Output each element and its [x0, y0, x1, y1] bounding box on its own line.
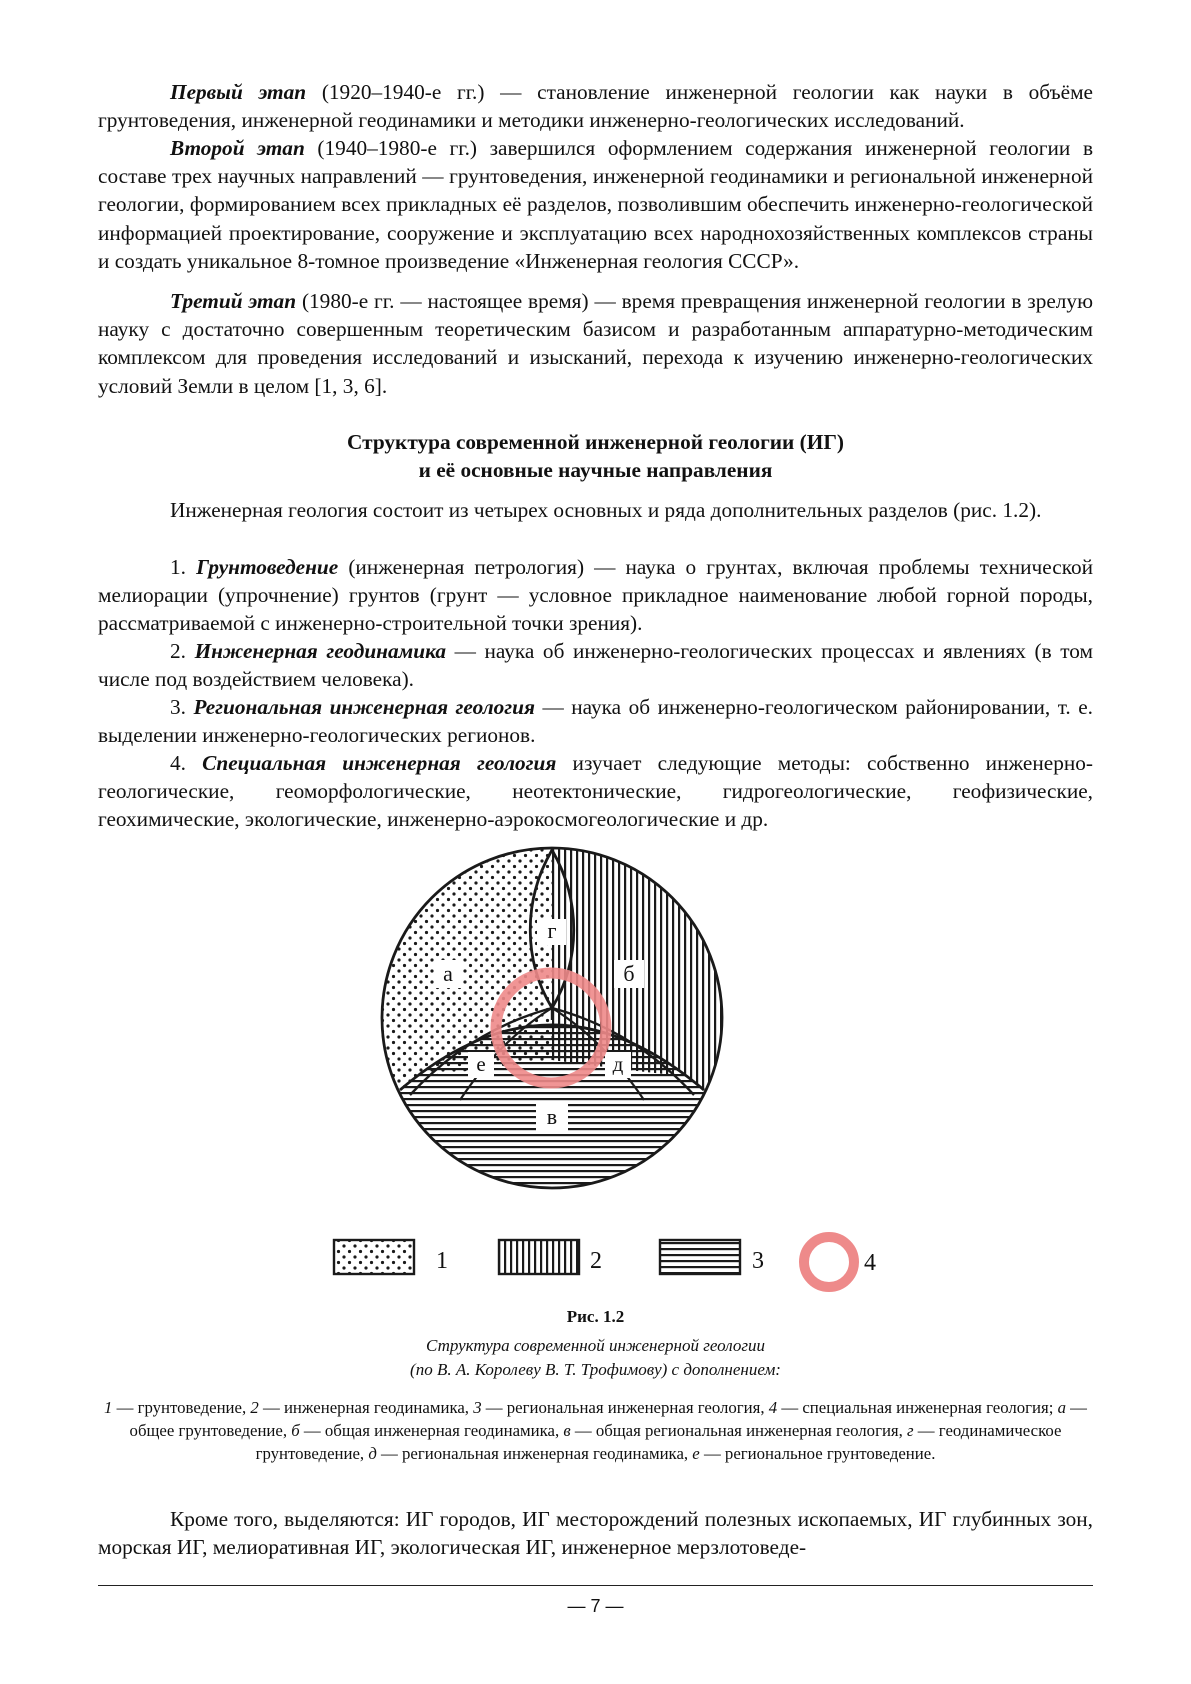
caption-text-1: — грунтоведение, — [112, 1398, 251, 1417]
caption-text-2: — инженерная геодинамика, — [258, 1398, 474, 1417]
legend-swatch-1 — [334, 1240, 414, 1274]
item-2-text: — наука об инженерно-геологических процессах и явлениях (в том числе под воздействием человека). — [98, 639, 1093, 692]
caption-key-3: 3 — [473, 1398, 482, 1417]
region-v-label: в — [546, 1104, 558, 1129]
diagram-regions — [380, 840, 730, 1205]
intro-paragraph: Инженерная геология состоит из четырех основных и ряда дополнительных разделов (рис. 1.2). — [170, 498, 1042, 522]
caption-legend — [98, 1396, 1093, 1465]
section-heading-line-1: Структура современной инженерной геологии (ИГ) — [347, 430, 844, 454]
region-d-label: д — [612, 1052, 624, 1076]
footer-rule — [98, 1585, 1093, 1586]
legend-swatch-4 — [804, 1237, 854, 1287]
figure-caption — [98, 1306, 1093, 1465]
term-stage-3: Третий этап — [170, 289, 297, 313]
final-paragraph: Кроме того, выделяются: ИГ городов, ИГ месторождений полезных ископаемых, ИГ глубинных зон, морская ИГ, мелиоративная ИГ, экологическая ИГ, инженерное мерзлотоведе- — [98, 1507, 1093, 1560]
caption-text-a: — общее грунтоведение, — [129, 1398, 1087, 1440]
item-1-text: (инженерная петрология) — наука о грунтах, включая проблемы технической мелиорации (упрочнение) грунтов (грунт — условное прикладное наименование любой горной породы, рассматриваемой с инженерно-строительной точки зрения). — [98, 555, 1093, 636]
item-3-text: — наука об инженерно-геологическом районировании, т. е. выделении инженерно-геологических регионов. — [98, 695, 1093, 748]
term-stage-1: Первый этап — [170, 80, 307, 104]
legend-label-4: 4 — [864, 1250, 876, 1276]
item-2-term: Инженерная геодинамика — [194, 639, 446, 663]
item-3-term: Региональная инженерная геология — [193, 695, 535, 719]
caption-key-v: в — [563, 1421, 571, 1440]
region-g-label: г — [547, 918, 557, 943]
figure-legend — [334, 1237, 876, 1287]
caption-key-4: 4 — [768, 1398, 778, 1417]
page-number: — 7 — — [567, 1596, 624, 1616]
caption-text-3: — региональная инженерная геология, — [481, 1398, 769, 1417]
caption-key-g: г — [907, 1421, 914, 1440]
caption-text-g: — геодинамическое грунтоведение, — [255, 1421, 1062, 1463]
legend-swatch-3 — [660, 1240, 740, 1274]
item-4-text: изучает следующие методы: собственно инженерно-геологические, геоморфологические, неотектонические, гидрогеологические, геофизические, геохимические, экологические, инженерно-аэрокосмогеологические и др. — [98, 751, 1093, 832]
text-stage-3: (1980-е гг. — настоящее время) — время превращения инженерной геологии в зрелую науку с достаточно совершенным теоретическим базисом и разработанным аппаратурно-методическим комплексом для проведения исследований и изысканий, перехода к изучению инженерно-геологических условий Земли в целом [1, 3, 6]. — [98, 289, 1093, 398]
caption-key-b: б — [291, 1421, 300, 1440]
legend-label-2: 2 — [590, 1248, 602, 1274]
region-b-label: б — [623, 961, 635, 986]
caption-key-e: е — [692, 1444, 700, 1463]
item-2-number: 2. — [170, 639, 195, 663]
caption-subtitle-1: Структура современной инженерной геологии — [426, 1336, 765, 1355]
item-4-number: 4. — [170, 751, 203, 775]
caption-key-1: 1 — [104, 1398, 113, 1417]
legend-label-1: 1 — [436, 1248, 448, 1274]
legend-swatch-2 — [499, 1240, 579, 1274]
region-a-label: а — [443, 961, 453, 986]
caption-text-d: — региональная инженерная геодинамика, — [376, 1444, 693, 1463]
section-heading-line-2: и её основные научные направления — [418, 458, 773, 483]
caption-title: Рис. 1.2 — [566, 1307, 625, 1326]
region-e-label: е — [476, 1052, 486, 1076]
caption-text-e: — региональное грунтоведение. — [699, 1444, 936, 1463]
text-stage-1: (1920–1940-е гг.) — становление инженерной геологии как науки в объёме грунтоведения, инженерной геодинамики и методики инженерно-геологических исследований. — [98, 80, 1093, 133]
caption-key-2: 2 — [250, 1398, 259, 1417]
caption-text-4: — специальная инженерная геология; — [777, 1398, 1058, 1417]
term-stage-2: Второй этап — [170, 136, 305, 160]
caption-text-v: — общая региональная инженерная геология, — [570, 1421, 908, 1440]
caption-key-a: а — [1057, 1398, 1066, 1417]
item-1-number: 1. — [170, 555, 197, 579]
caption-subtitle-2: (по В. А. Королеву В. Т. Трофимову) с дополнением: — [410, 1360, 781, 1379]
caption-key-d: д — [368, 1444, 377, 1463]
legend-label-3: 3 — [752, 1248, 764, 1274]
item-3-number: 3. — [170, 695, 194, 719]
text-stage-2: (1940–1980-е гг.) завершился оформлением содержания инженерной геологии в составе трех научных направлений — грунтоведения, инженерной геодинамики и региональной инженерной геологии, формированием всех прикладных её разделов, позволившим обеспечить инженерно-геологической информацией проектирование, сооружение и эксплуатацию всех народнохозяйственных комплексов страны и создать уникальное 8-томное произведение «Инженерная геология СССР». — [98, 136, 1094, 273]
item-4-term: Специальная инженерная геология — [202, 751, 557, 775]
caption-text-b: — общая инженерная геодинамика, — [299, 1421, 564, 1440]
item-1-term: Грунтоведение — [196, 555, 339, 579]
